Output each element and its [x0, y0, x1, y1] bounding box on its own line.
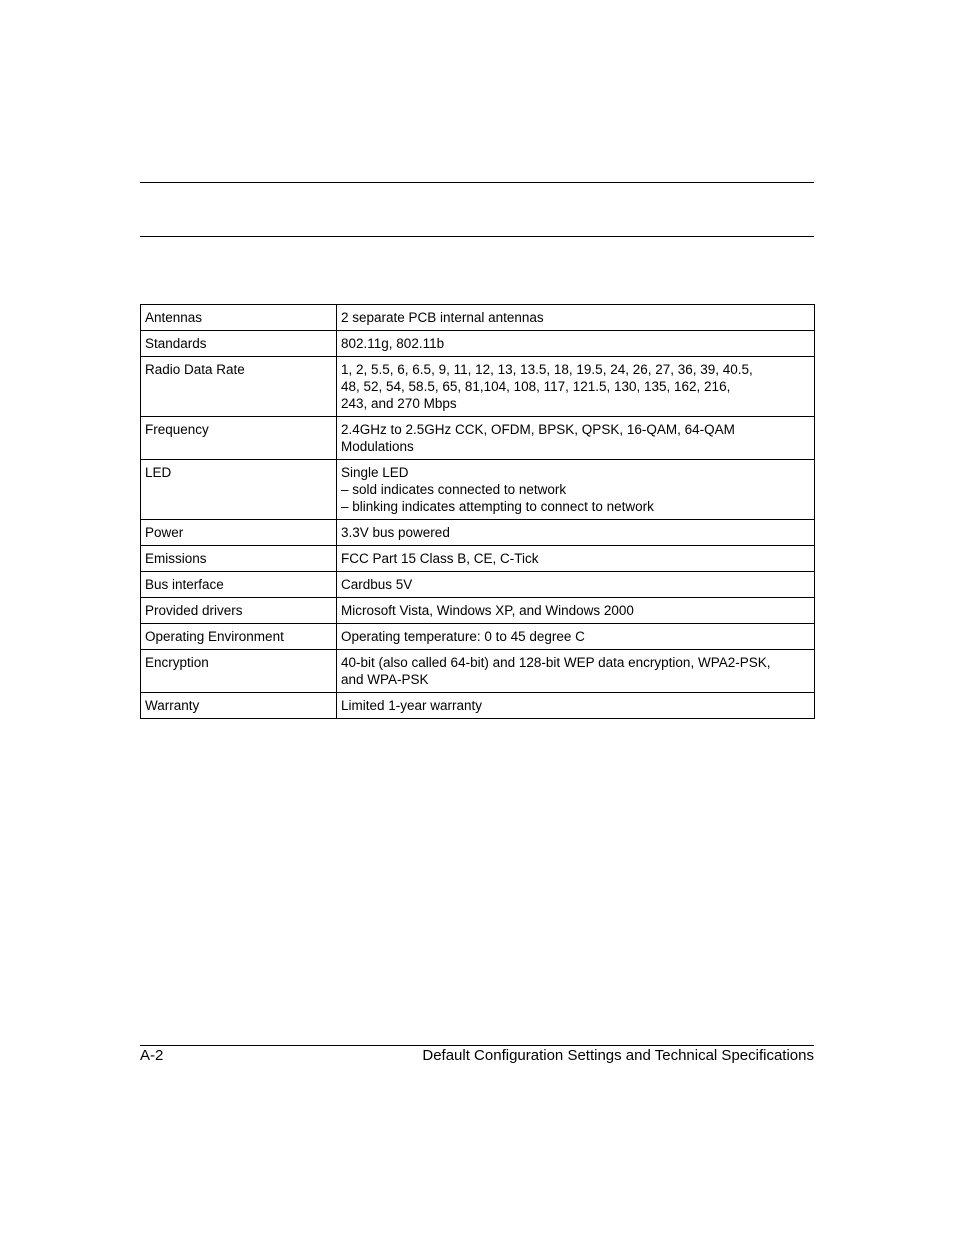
- table-row: [141, 331, 815, 357]
- spec-label: Provided drivers: [141, 598, 337, 624]
- spec-value-line: 40-bit (also called 64-bit) and 128-bit WEP data encryption, WPA2-PSK,: [341, 655, 771, 670]
- spec-label: Standards: [141, 331, 337, 357]
- technical-specifications-table: [140, 304, 815, 719]
- header-rule-bottom: [140, 236, 814, 237]
- table-row: [141, 650, 815, 693]
- spec-value-line: – sold indicates connected to network: [341, 482, 567, 497]
- spec-value: [337, 520, 815, 546]
- header-rule-top: [140, 182, 814, 183]
- spec-value: [337, 546, 815, 572]
- spec-value-line: Cardbus 5V: [341, 577, 413, 592]
- spec-label: Warranty: [141, 693, 337, 719]
- page-number: A-2: [140, 1047, 164, 1064]
- spec-value-line: 2.4GHz to 2.5GHz CCK, OFDM, BPSK, QPSK, 16-QAM, 64-QAM: [341, 422, 735, 437]
- spec-label: Encryption: [141, 650, 337, 693]
- table-row: [141, 572, 815, 598]
- table-row: [141, 460, 815, 520]
- table-row: [141, 417, 815, 460]
- spec-value-line: 1, 2, 5.5, 6, 6.5, 9, 11, 12, 13, 13.5, 18, 19.5, 24, 26, 27, 36, 39, 40.5,: [341, 362, 753, 377]
- table-row: [141, 624, 815, 650]
- table-row: [141, 693, 815, 719]
- spec-value-line: – blinking indicates attempting to connect to network: [341, 499, 654, 514]
- spec-value-line: 802.11g, 802.11b: [341, 336, 445, 351]
- spec-value: [337, 357, 815, 417]
- table-row: [141, 357, 815, 417]
- spec-label: Frequency: [141, 417, 337, 460]
- spec-value-line: Limited 1-year warranty: [341, 698, 483, 713]
- table-row: [141, 520, 815, 546]
- spec-value: [337, 331, 815, 357]
- spec-value-line: 2 separate PCB internal antennas: [341, 310, 544, 325]
- spec-value: [337, 624, 815, 650]
- spec-value: [337, 598, 815, 624]
- spec-value: [337, 417, 815, 460]
- spec-value: [337, 572, 815, 598]
- spec-value-line: Single LED: [341, 465, 409, 480]
- spec-value-line: 48, 52, 54, 58.5, 65, 81,104, 108, 117, 121.5, 130, 135, 162, 216,: [341, 379, 731, 394]
- footer-section-title: Default Configuration Settings and Technical Specifications: [422, 1047, 814, 1064]
- footer-rule: [140, 1045, 814, 1046]
- spec-value: [337, 460, 815, 520]
- spec-value-line: FCC Part 15 Class B, CE, C-Tick: [341, 551, 539, 566]
- spec-label: Power: [141, 520, 337, 546]
- spec-value-line: 243, and 270 Mbps: [341, 396, 457, 411]
- spec-value-line: Microsoft Vista, Windows XP, and Windows 2000: [341, 603, 634, 618]
- spec-value-line: 3.3V bus powered: [341, 525, 450, 540]
- spec-value: [337, 693, 815, 719]
- spec-value: [337, 650, 815, 693]
- table-row: [141, 546, 815, 572]
- spec-label: LED: [141, 460, 337, 520]
- spec-value-line: and WPA-PSK: [341, 672, 429, 687]
- spec-value-line: Modulations: [341, 439, 414, 454]
- spec-label: Bus interface: [141, 572, 337, 598]
- spec-label: Emissions: [141, 546, 337, 572]
- table-row: [141, 305, 815, 331]
- spec-label: Antennas: [141, 305, 337, 331]
- spec-label: Operating Environment: [141, 624, 337, 650]
- spec-value-line: Operating temperature: 0 to 45 degree C: [341, 629, 585, 644]
- spec-label: Radio Data Rate: [141, 357, 337, 417]
- table-row: [141, 598, 815, 624]
- spec-value: [337, 305, 815, 331]
